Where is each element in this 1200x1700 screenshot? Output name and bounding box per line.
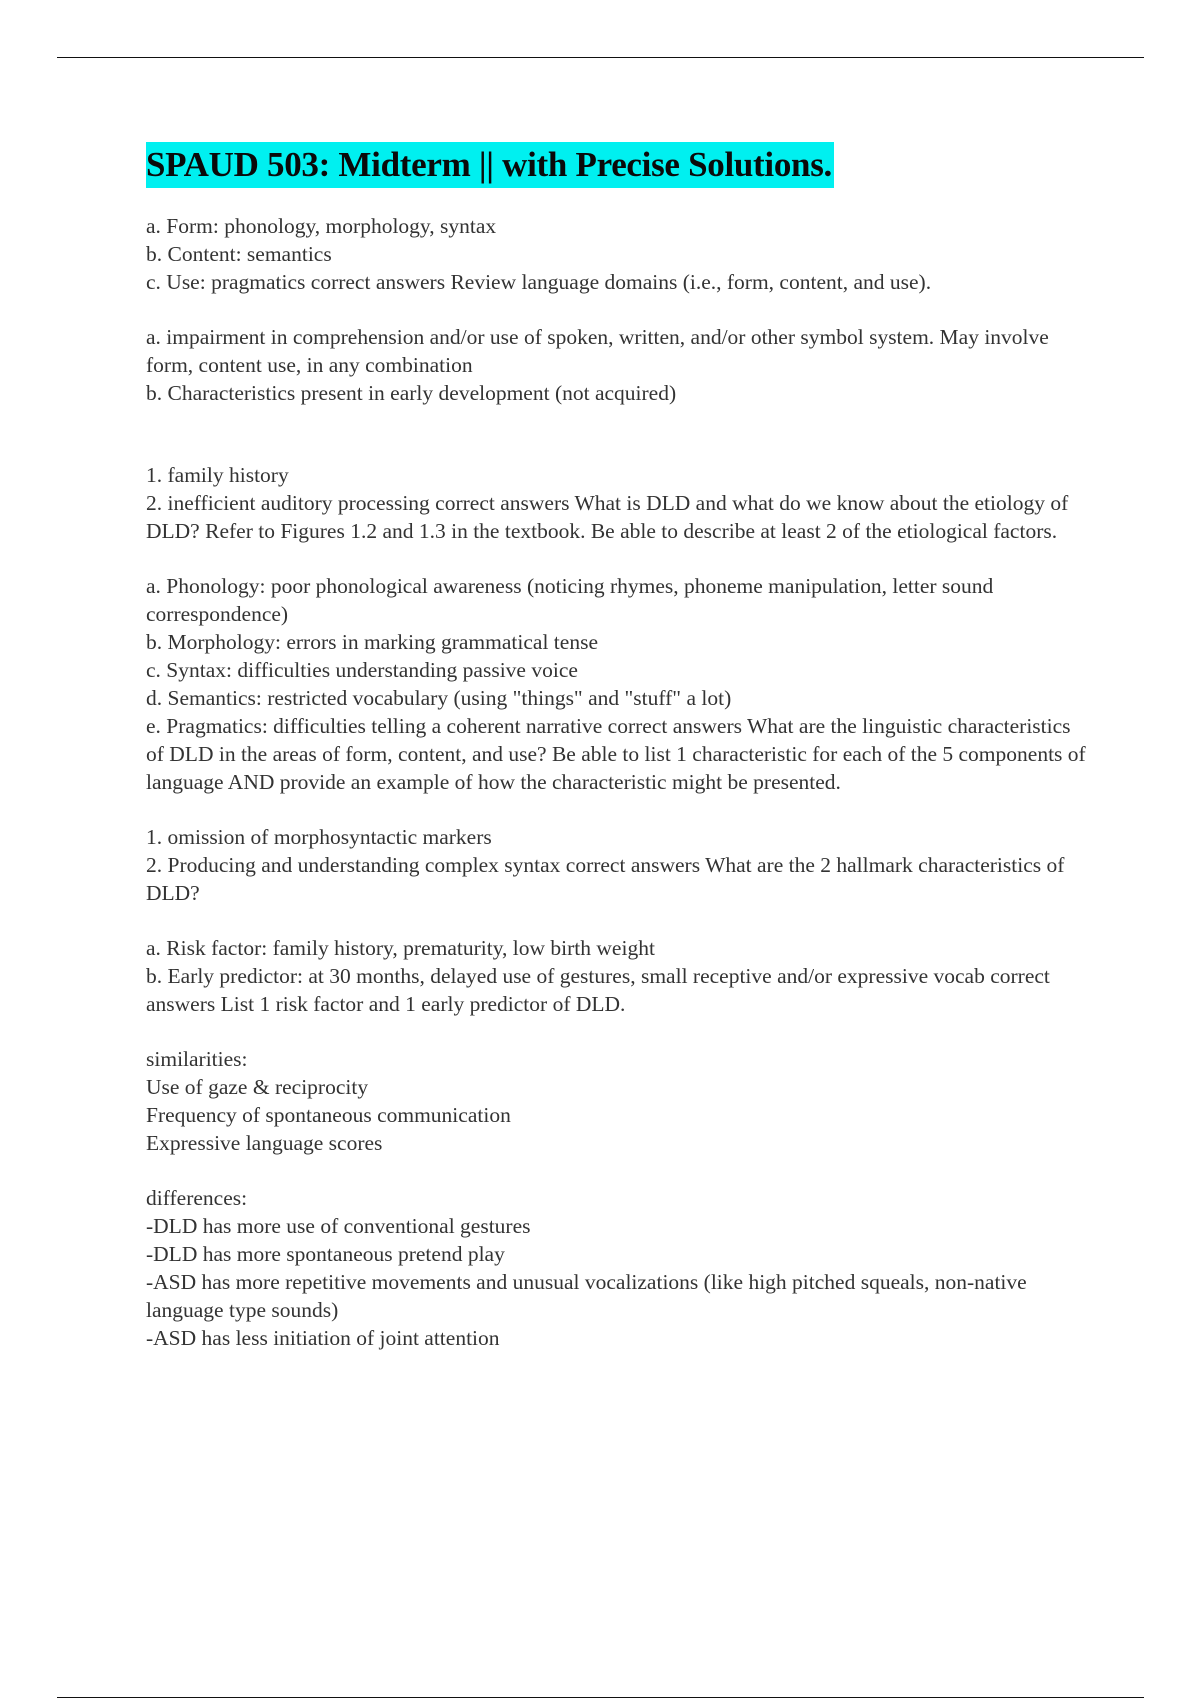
text-line: Use of gaze & reciprocity [146, 1075, 369, 1099]
text-line: d. Semantics: restricted vocabulary (using "things" and "stuff" a lot) [146, 686, 732, 710]
answer-block-linguistic-characteristics [146, 572, 1092, 796]
text-line: Frequency of spontaneous communication [146, 1103, 511, 1127]
text-line: similarities: [146, 1047, 248, 1071]
document-body [146, 142, 1092, 1379]
title-row [146, 142, 1092, 188]
answer-block-similarities [146, 1045, 1092, 1157]
footer-rule [57, 1697, 1144, 1698]
text-line: a. impairment in comprehension and/or use of spoken, written, and/or other symbol system. May involve form, content use, in any combination [146, 325, 1049, 377]
header-rule [57, 57, 1144, 58]
text-line: c. Use: pragmatics correct answers Review language domains (i.e., form, content, and use). [146, 270, 932, 294]
text-line: 2. inefficient auditory processing correct answers What is DLD and what do we know about the etiology of DLD? Refer to Figures 1.2 and 1.3 in the textbook. Be able to describe at least 2 of the etiological factors. [146, 491, 1069, 543]
text-line: -DLD has more spontaneous pretend play [146, 1242, 505, 1266]
text-line: 2. Producing and understanding complex syntax correct answers What are the 2 hallmark characteristics of DLD? [146, 853, 1065, 905]
answer-block-definition [146, 323, 1092, 407]
answer-block-language-domains [146, 212, 1092, 296]
text-line: -ASD has more repetitive movements and unusual vocalizations (like high pitched squeals, non-native language type sounds) [146, 1270, 1027, 1322]
answer-block-differences [146, 1184, 1092, 1352]
text-line: differences: [146, 1186, 248, 1210]
text-line: b. Characteristics present in early development (not acquired) [146, 381, 677, 405]
text-line: 1. omission of morphosyntactic markers [146, 825, 492, 849]
text-line: a. Phonology: poor phonological awareness (noticing rhymes, phoneme manipulation, letter sound correspondence) [146, 574, 994, 626]
text-line: a. Risk factor: family history, prematurity, low birth weight [146, 936, 655, 960]
text-line: 1. family history [146, 463, 289, 487]
text-line: e. Pragmatics: difficulties telling a coherent narrative correct answers What are the linguistic characteristics of DLD in the areas of form, content, and use? Be able to list 1 characteristic for each of the 5 components of language AND provide an example of how the characteristic might be presented. [146, 714, 1086, 794]
answer-block-etiology [146, 461, 1092, 545]
answer-block-hallmark [146, 823, 1092, 907]
text-line: b. Content: semantics [146, 242, 332, 266]
text-line: -DLD has more use of conventional gestures [146, 1214, 531, 1238]
text-line: Expressive language scores [146, 1131, 383, 1155]
document-title: SPAUD 503: Midterm || with Precise Solutions. [146, 142, 834, 188]
text-line: c. Syntax: difficulties understanding passive voice [146, 658, 578, 682]
text-line: -ASD has less initiation of joint attention [146, 1326, 500, 1350]
text-line: a. Form: phonology, morphology, syntax [146, 214, 497, 238]
text-line: b. Morphology: errors in marking grammatical tense [146, 630, 598, 654]
text-line: b. Early predictor: at 30 months, delayed use of gestures, small receptive and/or expressive vocab correct answers List 1 risk factor and 1 early predictor of DLD. [146, 964, 1050, 1016]
answer-block-risk-factors [146, 934, 1092, 1018]
